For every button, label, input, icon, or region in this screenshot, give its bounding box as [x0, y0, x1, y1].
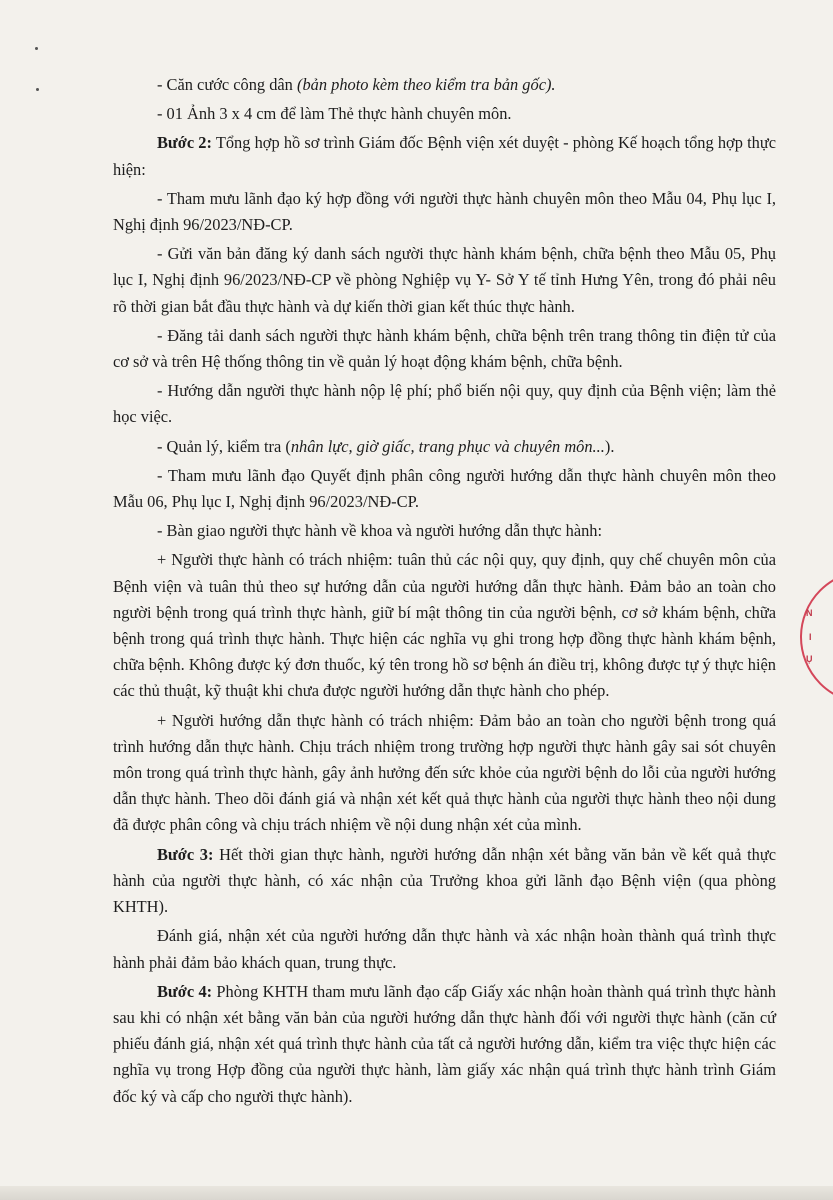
seal-letter: N [806, 608, 813, 618]
italic-note: (bản photo kèm theo kiểm tra bản gốc). [296, 75, 556, 94]
text-run: - Tham mưu lãnh đạo ký hợp đồng với người thực hành chuyên môn theo Mẫu 04, Phụ lục I, Nghị định 96/2023/NĐ-CP. [113, 188, 776, 235]
paragraph [113, 323, 776, 375]
step-heading: Bước 3: [157, 844, 214, 864]
text-run: - Quản lý, kiểm tra ( [157, 436, 291, 456]
text-run: Hết thời gian thực hành, người hướng dẫn nhận xét bằng văn bản về kết quả thực hành của người thực hành, có xác nhận của Trưởng khoa gửi lãnh đạo Bệnh viện (qua phòng KHTH). [113, 844, 777, 917]
scan-speck [36, 88, 39, 91]
paragraph [113, 186, 776, 238]
paragraph [113, 923, 776, 975]
scan-speck [35, 47, 38, 50]
italic-note: nhân lực, giờ giấc, trang phục và chuyên môn... [290, 436, 605, 456]
paragraph [113, 547, 776, 704]
paragraph [113, 241, 776, 320]
text-run: - Đăng tải danh sách người thực hành khám bệnh, chữa bệnh trên trang thông tin điện tử của cơ sở và trên Hệ thống thông tin về quản lý hoạt động khám bệnh, chữa bệnh. [113, 325, 776, 372]
step-heading: Bước 4: [157, 981, 213, 1001]
seal-letter: I [809, 632, 812, 642]
paragraph [113, 130, 776, 182]
text-run: Đánh giá, nhận xét của người hướng dẫn thực hành và xác nhận hoàn thành quá trình thực hành phải đảm bảo khách quan, trung thực. [113, 926, 776, 972]
scan-bottom-edge [0, 1186, 833, 1200]
text-run: Phòng KHTH tham mưu lãnh đạo cấp Giấy xác nhận hoàn thành quá trình thực hành sau khi có nhận xét bằng văn bản của người hướng dẫn thực hành đối với người thực hành (căn cứ phiếu đánh giá, nhận xét quá trình thực hành của tất cả người hướng dẫn, kiểm tra việc thực hiện các nghĩa vụ trong Hợp đồng của người thực hành, làm giấy xác nhận quá trình thực hành trình Giám đốc ký và cấp cho người thực hành). [113, 981, 776, 1106]
paragraph [113, 378, 776, 430]
text-run: Tổng hợp hồ sơ trình Giám đốc Bệnh viện xét duyệt - phòng Kế hoạch tổng hợp thực hiện: [113, 133, 776, 179]
text-run: + Người thực hành có trách nhiệm: tuân thủ các nội quy, quy định, quy chế chuyên môn của Bệnh viện và tuân thủ theo sự hướng dẫn của người hướng dẫn thực hành. Đảm bảo an toàn cho người bệnh trong quá trình thực hành, giữ bí mật thông tin của người bệnh, cơ sở khám bệnh, chữa bệnh trong quá trình thực hành. Thực hiện các nghĩa vụ ghi trong hợp đồng thực hành khám bệnh, chữa bệnh. Không được ký đơn thuốc, ký tên trong hồ sơ bệnh án điều trị, không được tự ý thực hiện các thủ thuật, kỹ thuật khi chưa được người hướng dẫn thực hành cho phép. [113, 550, 776, 701]
text-run: - Tham mưu lãnh đạo Quyết định phân công người hướng dẫn thực hành chuyên môn theo Mẫu 06, Phụ lục I, Nghị định 96/2023/NĐ-CP. [113, 465, 776, 512]
text-run: - Bàn giao người thực hành về khoa và người hướng dẫn thực hành: [157, 521, 603, 541]
text-run: - Hướng dẫn người thực hành nộp lệ phí; phổ biến nội quy, quy định của Bệnh viện; làm thẻ học việc. [113, 381, 776, 427]
paragraph [113, 101, 776, 127]
step-heading: Bước 2: [157, 133, 212, 153]
text-run: ). [604, 436, 615, 456]
text-run: + Người hướng dẫn thực hành có trách nhiệm: Đảm bảo an toàn cho người bệnh trong quá trình hướng dẫn thực hành. Chịu trách nhiệm trong trường hợp người thực hành gây sai sót chuyên môn trong quá trình thực hành, gây ảnh hưởng đến sức khỏe của người bệnh do lỗi của người hướng dẫn thực hành. Theo dõi đánh giá và nhận xét kết quả thực hành của người thực hành theo nội dung đã được phân công và chịu trách nhiệm về nội dung nhận xét của mình. [113, 710, 776, 835]
text-run: - 01 Ảnh 3 x 4 cm để làm Thẻ thực hành chuyên môn. [157, 104, 512, 124]
seal-letter: Ụ [806, 654, 813, 664]
paragraph [113, 463, 776, 515]
seal-ring [800, 570, 833, 700]
paragraph [113, 72, 776, 98]
document-body [113, 72, 776, 1113]
text-run: - Căn cước công dân [157, 75, 297, 94]
paragraph [113, 842, 776, 921]
paragraph [113, 708, 776, 839]
paragraph [113, 979, 776, 1110]
text-run: - Gửi văn bản đăng ký danh sách người thực hành khám bệnh, chữa bệnh theo Mẫu 05, Phụ lục I, Nghị định 96/2023/NĐ-CP về phòng Nghiệp vụ Y- Sở Y tế tỉnh Hưng Yên, trong đó phải nêu rõ thời gian bắt đầu thực hành và dự kiến thời gian kết thúc thực hành. [113, 244, 776, 316]
paragraph [113, 434, 776, 460]
paragraph [113, 518, 776, 544]
red-seal-stamp [800, 570, 833, 700]
